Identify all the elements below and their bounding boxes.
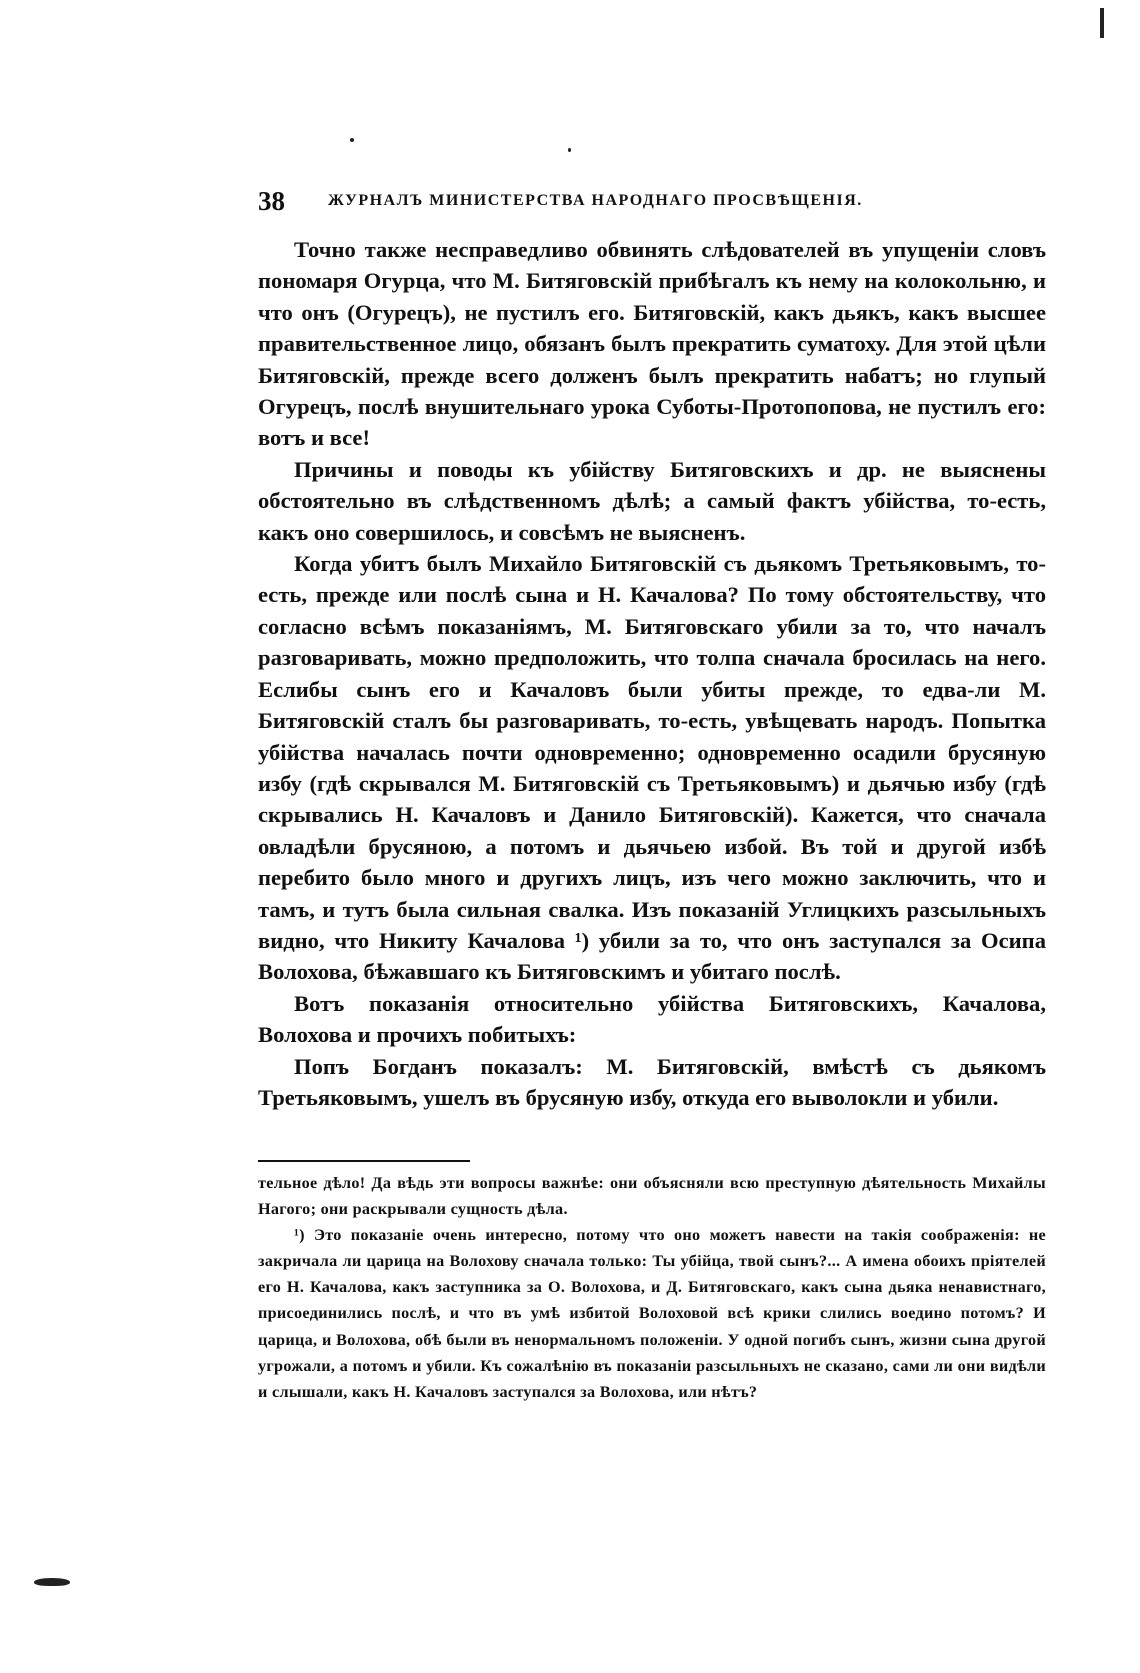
footnote-continuation: тельное дѣло! Да вѣдь эти вопросы важнѣе: они объясняли всю преступную дѣятельность Михайлы Нагого; они раскрывали сущность дѣла. <box>258 1174 1046 1219</box>
page-number: 38 <box>258 186 285 216</box>
ink-speck <box>350 138 354 142</box>
page-header <box>258 184 1048 218</box>
main-text <box>258 234 1046 1113</box>
ink-speck <box>568 148 571 152</box>
paragraph: Попъ Богданъ показалъ: М. Битяговскій, вмѣстѣ съ дьякомъ Третьяковымъ, ушелъ въ брусяную избу, откуда его выволокли и убили. <box>258 1053 1046 1110</box>
footnotes <box>258 1170 1046 1405</box>
paragraph: Причины и поводы къ убійству Битяговскихъ и др. не выяснены обстоятельно въ слѣдственномъ дѣлѣ; а самый фактъ убійства, то-есть, какъ оно совершилось, и совсѣмъ не выясненъ. <box>258 456 1046 545</box>
running-title: ЖУРНАЛЪ МИНИСТЕРСТВА НАРОДНАГО ПРОСВѢЩЕНІЯ. <box>328 192 863 209</box>
footnote-divider <box>258 1160 470 1162</box>
paragraph: Вотъ показанія относительно убійства Битяговскихъ, Качалова, Волохова и прочихъ побитыхъ: <box>258 990 1046 1048</box>
scan-edge-mark <box>1100 8 1104 38</box>
ink-smudge <box>34 1578 70 1586</box>
paragraph: Когда убитъ былъ Михайло Битяговскій съ дьякомъ Третьяковымъ, то-есть, прежде или послѣ сына и Н. Качалова? По тому обстоятельству, что согласно всѣмъ показаніямъ, М. Битяговскаго убили за то, что началъ разговаривать, можно предположить, что толпа сначала бросилась на него. Еслибы сынъ его и Качаловъ были убиты прежде, то едва-ли М. Битяговскій сталъ бы разговаривать, то-есть, увѣщевать народъ. Попытка убійства началась почти одновременно; одновременно осадили брусяную избу (гдѣ скрывался М. Битяговскій съ Третьяковымъ) и дьячью избу (гдѣ скрывались Н. Качаловъ и Данило Битяговскій). Кажется, что сначала овладѣли брусяною, а потомъ и дьячьею избой. Въ той и другой избѣ перебито было много и другихъ лицъ, изъ чего можно заключить, что и тамъ, и тутъ была сильная свалка. Изъ показаній Углицкихъ разсыльныхъ видно, что Никиту Качалова ¹) убили за то, что онъ заступался за Осипа Волохова, бѣжавшаго къ Битяговскимъ и убитаго послѣ. <box>258 551 1046 985</box>
paragraph: Точно также несправедливо обвинять слѣдователей въ упущеніи словъ пономаря Огурца, что М. Битяговскій прибѣгалъ къ нему на колокольню, и что онъ (Огурецъ), не пустилъ его. Битяговскій, какъ дьякъ, какъ высшее правительственное лицо, обязанъ былъ прекратить суматоху. Для этой цѣли Битяговскій, прежде всего долженъ былъ прекратить набатъ; но глупый Огурецъ, послѣ внушительнаго урока Суботы-Протопопова, не пустилъ его: вотъ и все! <box>258 237 1046 451</box>
footnote-1: ¹) Это показаніе очень интересно, потому что оно можетъ навести на такія соображенія: не закричала ли царица на Волохову сначала только: Ты убійца, твой сынъ?... А имена обоихъ пріятелей его Н. Качалова, какъ заступника за О. Волохова, и Д. Битяговскаго, какъ сына дьяка ненавистнаго, присоединились послѣ, и что въ умѣ избитой Волоховой всѣ крики слились воедино потомъ? И царица, и Волохова, обѣ были въ ненормальномъ положеніи. У одной погибъ сынъ, жизни сына другой угрожали, а потомъ и убили. Къ сожалѣнію въ показаніи разсыльныхъ не сказано, сами ли они видѣли и слышали, какъ Н. Качаловъ заступался за Волохова, или нѣтъ? <box>258 1226 1046 1401</box>
